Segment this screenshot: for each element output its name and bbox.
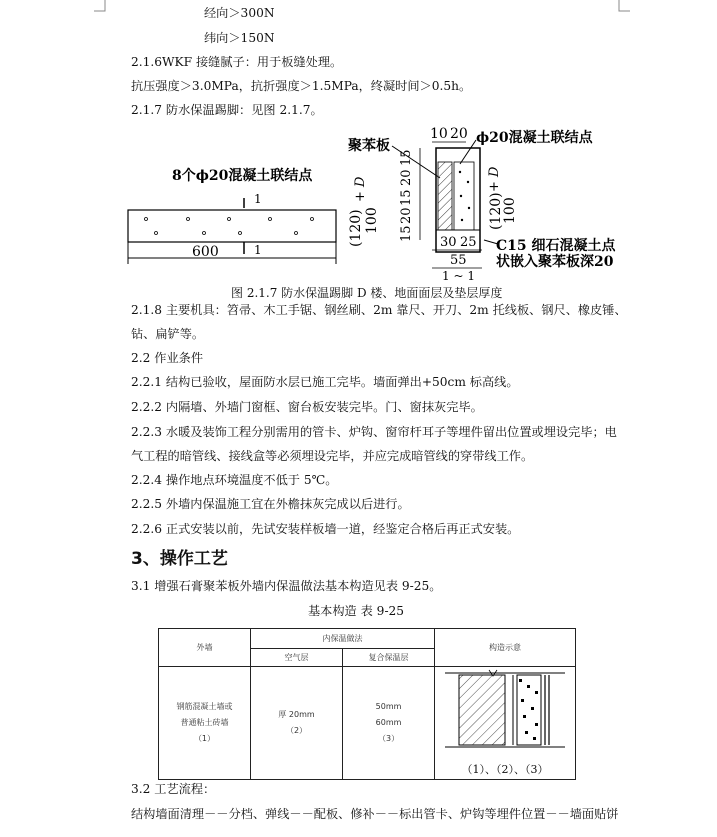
text-line: 抗压强度＞3.0MPa，抗折强度＞1.5MPa，终凝时间＞0.5h。 [131,79,472,93]
text-line: 钻、扁铲等。 [131,327,205,341]
cell-text: （1） [193,734,216,743]
dimension-25: 25 [460,235,477,250]
dimension-120-right: (120) [488,192,504,230]
dimension-55: 55 [450,253,467,268]
elevation-dots [145,218,314,235]
diagram-caption: （1）、（2）、（3） [461,763,549,776]
construction-table [158,628,576,780]
text-line: 气工程的暗管线、接线盒等必须埋设完毕，并应完成暗管线的穿带线工作。 [131,449,534,463]
label-c15-line1: C15 细石混凝土点 [496,238,616,254]
label-joint-left: 8个ϕ20混凝土联结点 [172,168,313,184]
footing-diagram [120,122,640,282]
dimension-30: 30 [440,235,457,250]
header-outer-wall: 外墙 [159,629,251,667]
dimension-d-right: + D [487,166,502,192]
cell-text: 普通粘土砖墙 [180,718,229,727]
text-line: 2.2.4 操作地点环境温度不低于 5℃。 [131,473,338,487]
section-heading: 3、操作工艺 [131,549,228,569]
crop-mark-top-left [94,0,106,12]
dimension-100-left: 100 [364,207,380,234]
cell-text: 50mm [375,702,402,711]
crop-mark-top-right [618,0,630,12]
text-line: 结构墙面清理－－分档、弹线－－配板、修补－－标出管卡、炉钩等埋件位置－－墙面贴饼 [131,807,619,821]
text-line: 2.1.7 防水保温踢脚：见图 2.1.7。 [131,103,323,117]
header-composite-layer: 复合保温层 [343,649,435,667]
text-line: 2.2.5 外墙内保温施工宜在外檐抹灰完成以后进行。 [131,497,410,511]
section-mark-top: 1 [254,192,262,206]
text-line: 经向＞300N [204,6,275,20]
section-label: 1 ~ 1 [442,269,475,282]
figure-caption: 图 2.1.7 防水保温踢脚 D 楼、地面面层及垫层厚度 [231,286,503,300]
dimension-15-b: 15 [399,189,414,206]
text-line: 3.2 工艺流程： [131,782,216,796]
dimension-15-a: 15 [399,149,414,166]
cell-wall-type [159,667,251,780]
cell-text: 钢筋混凝土墙或 [176,702,233,711]
dimension-20-a: 20 [399,169,414,186]
text-line: 2.2 作业条件 [131,351,204,365]
label-c15-line2: 状嵌入聚苯板深20 [496,254,614,270]
dimension-20-top: 20 [450,126,468,142]
text-line: 2.2.1 结构已验收，屋面防水层已施工完毕。墙面弹出+50cm 标高线。 [131,375,519,389]
dimension-10: 10 [430,126,448,142]
text-line: 2.1.6WKF 接缝腻子：用于板缝处理。 [131,55,343,69]
label-polystyrene: 聚苯板 [348,138,390,154]
cell-text: （2） [285,726,308,735]
cell-air-layer [250,667,342,780]
wall-layers-diagram [439,669,571,761]
cell-composite-layer [343,667,435,780]
header-insulation: 内保温做法 [250,629,434,649]
text-line: 2.2.6 正式安装以前，先试安装样板墙一道，经鉴定合格后再正式安装。 [131,522,520,536]
dimension-20-b: 20 [399,207,414,224]
header-diagram: 构造示意 [435,629,576,667]
text-line: 2.2.3 水暖及装饰工程分别需用的管卡、炉钩、窗帘杆耳子等埋件留出位置或埋设完毕；电 [131,425,617,439]
dimension-100-right: 100 [502,197,518,224]
table-title: 基本构造 表 9-25 [308,604,405,618]
cell-diagram [435,667,576,780]
header-air-layer: 空气层 [250,649,342,667]
text-line: 2.2.2 内隔墙、外墙门窗框、窗台板安装完毕。门、窗抹灰完毕。 [131,400,483,414]
label-joint-right: ϕ20混凝土联结点 [476,130,593,146]
dimension-600: 600 [192,244,219,260]
section-mark-bottom: 1 [254,243,262,257]
cell-text: 60mm [375,718,402,727]
dimension-d-left: + D [353,176,368,202]
elevation-panel [128,210,336,242]
text-line: 3.1 增强石膏聚苯板外墙内保温做法基本构造见表 9-25。 [131,579,442,593]
dimension-15-c: 15 [399,225,414,242]
text-line: 纬向＞150N [204,31,275,45]
dimension-120-left: (120) [348,209,364,247]
text-line: 2.1.8 主要机具：笤帚、木工手锯、钢丝刷、2m 靠尺、开刀、2m 托线板、钢尺、橡皮锤、 [131,303,627,317]
cell-text: （3） [378,734,400,743]
cell-text: 厚 20mm [278,710,315,719]
